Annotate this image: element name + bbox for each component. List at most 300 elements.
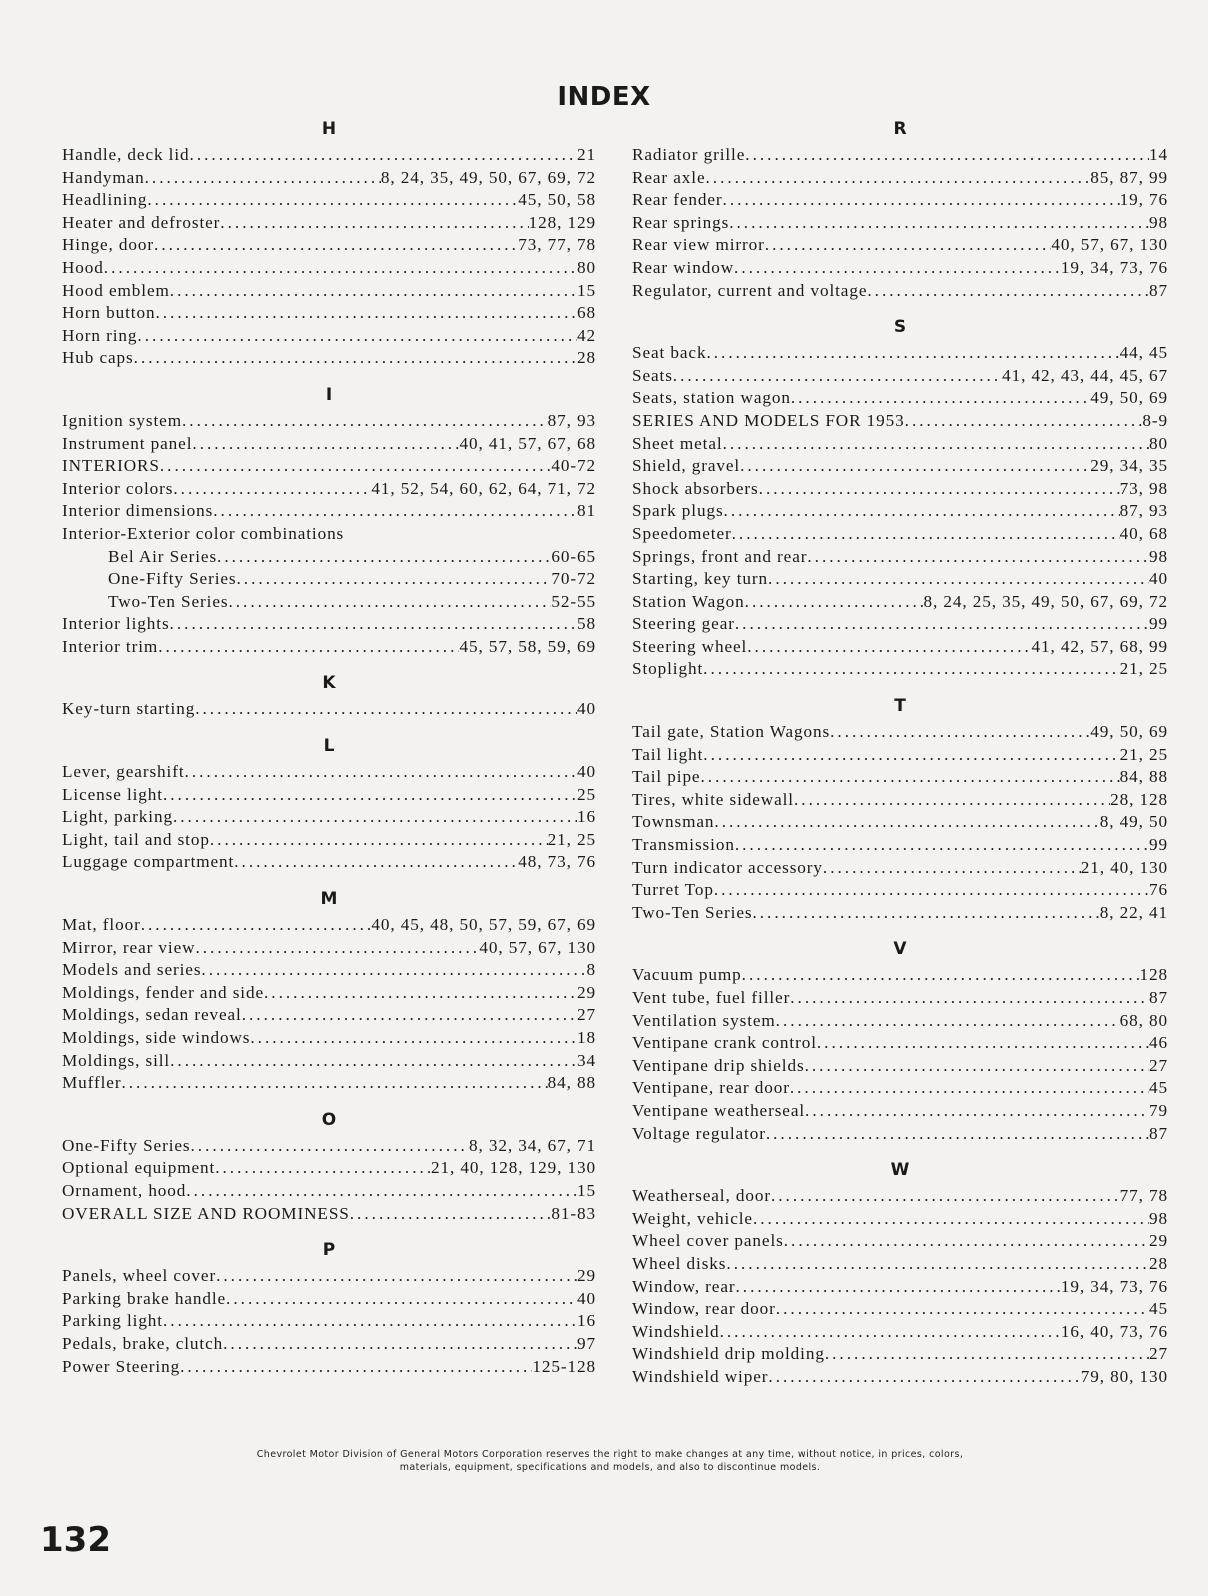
entry-label: Handyman	[62, 167, 145, 187]
entry-label: Mat, floor	[62, 915, 141, 935]
entry-label: Seat back	[632, 343, 707, 363]
entry-pages: 19, 34, 73, 76	[1060, 1276, 1168, 1296]
dot-leader	[752, 902, 1099, 925]
entry-pages: 29	[1149, 1231, 1168, 1251]
entry-label: Voltage regulator	[632, 1123, 766, 1143]
entry-label: Tail gate, Station Wagons	[632, 722, 831, 742]
index-entry	[632, 766, 1168, 789]
entry-label: Hood emblem	[62, 280, 170, 300]
entry-label: Light, parking	[62, 807, 173, 827]
page-number: 132	[40, 1520, 111, 1560]
entry-pages: 87	[1149, 988, 1168, 1007]
dot-leader	[160, 455, 552, 478]
entry-pages: 8, 24, 35, 49, 50, 67, 69, 72	[380, 167, 596, 187]
entry-label: Ventipane drip shields	[632, 1055, 805, 1075]
index-entry	[632, 1321, 1168, 1344]
entry-label: Vent tube, fuel filler	[632, 988, 791, 1007]
entry-pages: 16	[577, 1311, 596, 1331]
entry-label: Key-turn starting	[62, 699, 196, 719]
dot-leader	[163, 784, 577, 807]
index-entry	[632, 1253, 1168, 1276]
dot-leader	[155, 302, 577, 325]
index-entry	[62, 959, 596, 982]
entry-pages: 68	[577, 303, 596, 323]
entry-label: Muffler	[62, 1073, 122, 1093]
dot-leader	[700, 766, 1119, 789]
dot-leader	[735, 1276, 1060, 1299]
entry-pages: 85, 87, 99	[1090, 167, 1168, 187]
entry-pages: 40	[577, 1288, 596, 1308]
dot-leader	[350, 1203, 552, 1226]
entry-label: Springs, front and rear	[632, 546, 808, 566]
entry-label: Ornament, hood	[62, 1180, 187, 1200]
section-letter: S	[893, 317, 907, 338]
index-entry	[62, 500, 596, 523]
entry-label: SERIES AND MODELS FOR 1953	[632, 410, 905, 430]
index-section-t	[632, 695, 1168, 924]
entry-label: Steering gear	[632, 614, 735, 634]
entry-pages: 79	[1149, 1100, 1168, 1120]
dot-leader	[234, 851, 518, 874]
dot-leader	[158, 636, 459, 659]
dot-leader	[729, 212, 1149, 235]
entry-pages: 8-9	[1142, 410, 1168, 430]
index-entry	[62, 546, 596, 569]
entry-label: Power Steering	[62, 1356, 181, 1376]
entry-pages: 40	[577, 762, 596, 782]
index-entry	[632, 500, 1168, 523]
index-entry	[632, 1032, 1168, 1055]
dot-leader	[195, 698, 577, 721]
dot-leader	[759, 478, 1120, 501]
dot-leader	[776, 1010, 1120, 1033]
entry-label: Turret Top	[632, 880, 714, 900]
entry-pages: 28	[1149, 1253, 1168, 1273]
entry-label: Parking light	[62, 1311, 163, 1331]
index-entry	[62, 591, 596, 614]
index-entry	[632, 1208, 1168, 1231]
dot-leader	[742, 964, 1140, 987]
dot-leader	[210, 829, 548, 852]
index-entry	[62, 478, 596, 501]
dot-leader	[703, 658, 1119, 681]
index-entry	[632, 1055, 1168, 1078]
entry-label: Interior-Exterior color combinations	[62, 523, 345, 543]
entry-label: Lever, gearshift	[62, 762, 185, 782]
index-entry	[632, 1185, 1168, 1208]
entry-pages: 27	[1149, 1055, 1168, 1075]
index-entry	[632, 658, 1168, 681]
dot-leader	[747, 636, 1031, 659]
index-entry	[632, 1077, 1168, 1100]
dot-leader	[191, 1135, 469, 1158]
section-letter: K	[322, 673, 336, 694]
entry-pages: 52-55	[551, 591, 596, 611]
dot-leader	[170, 280, 577, 303]
entry-pages: 70-72	[551, 569, 596, 589]
entry-label: Vacuum pump	[632, 965, 742, 985]
index-entry	[632, 1343, 1168, 1366]
entry-label: Transmission	[632, 835, 735, 855]
entry-label: Rear view mirror	[632, 235, 765, 255]
entry-label: Moldings, side windows	[62, 1028, 251, 1047]
dot-leader	[145, 167, 381, 190]
dot-leader	[703, 744, 1119, 767]
dot-leader	[190, 144, 577, 167]
entry-label: Tail light	[632, 744, 704, 764]
entry-pages: 87	[1149, 1123, 1168, 1143]
index-entry	[62, 1203, 596, 1226]
entry-label: Optional equipment	[62, 1158, 216, 1178]
dot-leader	[745, 144, 1149, 167]
dot-leader	[724, 500, 1120, 523]
entry-pages: 98	[1149, 546, 1168, 566]
entry-label: Windshield	[632, 1321, 720, 1341]
index-entry	[62, 212, 596, 235]
entry-label: Spark plugs	[632, 501, 724, 521]
index-entry	[62, 806, 596, 829]
entry-pages: 19, 76	[1119, 190, 1168, 210]
entry-pages: 40, 57, 67, 130	[1051, 235, 1168, 255]
entry-label: Interior trim	[62, 636, 159, 656]
dot-leader	[825, 1343, 1149, 1366]
entry-label: Instrument panel	[62, 433, 193, 453]
index-entry	[632, 879, 1168, 902]
index-entry	[62, 636, 596, 659]
index-entry	[62, 325, 596, 348]
dot-leader	[217, 546, 551, 569]
dot-leader	[714, 811, 1099, 834]
index-entry	[62, 347, 596, 370]
dot-leader	[173, 806, 577, 829]
index-column-left	[62, 118, 596, 1392]
dot-leader	[734, 257, 1061, 280]
entry-label: Weatherseal, door	[632, 1186, 771, 1206]
dot-leader	[228, 591, 551, 614]
entry-pages: 76	[1149, 880, 1168, 900]
entry-label: One-Fifty Series	[62, 1135, 191, 1155]
entry-label: Tires, white sidewall	[632, 789, 794, 809]
entry-label: Seats, station wagon	[632, 388, 791, 408]
entry-label: Horn ring	[62, 325, 138, 345]
dot-leader	[753, 1208, 1149, 1231]
index-entry	[632, 987, 1168, 1010]
index-entry	[62, 1333, 596, 1356]
index-entry	[632, 365, 1168, 388]
index-entry	[62, 829, 596, 852]
index-entry	[632, 721, 1168, 744]
index-entry	[632, 455, 1168, 478]
index-entry	[632, 744, 1168, 767]
dot-leader	[705, 167, 1090, 190]
index-entry	[62, 455, 596, 478]
index-entry	[62, 1050, 596, 1073]
dot-leader	[768, 1366, 1080, 1389]
entry-label: Station Wagon	[632, 591, 745, 611]
entry-pages: 97	[577, 1333, 596, 1353]
entry-label: Tail pipe	[632, 767, 701, 787]
index-entry	[632, 478, 1168, 501]
entry-pages: 29	[577, 982, 596, 1002]
entry-label: OVERALL SIZE AND ROOMINESS	[62, 1203, 350, 1223]
entry-label: Ignition system	[62, 410, 182, 430]
entry-pages: 21, 40, 130	[1080, 857, 1168, 877]
index-entry	[632, 1100, 1168, 1123]
index-entry	[62, 1135, 596, 1158]
entry-label: Steering wheel	[632, 636, 748, 656]
entry-label: Interior dimensions	[62, 501, 214, 521]
entry-pages: 87, 93	[547, 410, 596, 430]
entry-label: Luggage compartment	[62, 852, 235, 872]
entry-pages: 128	[1139, 965, 1168, 985]
index-entry	[62, 189, 596, 212]
index-entry	[62, 784, 596, 807]
entry-pages: 29, 34, 35	[1090, 456, 1168, 476]
entry-label: Regulator, current and voltage	[632, 280, 868, 300]
index-entry	[632, 1298, 1168, 1321]
dot-leader	[154, 234, 518, 257]
entry-pages: 8, 24, 25, 35, 49, 50, 67, 69, 72	[923, 591, 1168, 611]
section-letter: R	[893, 119, 907, 139]
dot-leader	[147, 189, 518, 212]
dot-leader	[192, 433, 459, 456]
entry-pages: 41, 52, 54, 60, 62, 64, 71, 72	[371, 478, 596, 498]
entry-pages: 73, 77, 78	[518, 235, 596, 255]
index-section-v	[632, 938, 1168, 1145]
index-entry	[632, 410, 1168, 433]
index-entry	[632, 613, 1168, 636]
index-entry	[62, 1310, 596, 1333]
dot-leader	[104, 257, 577, 280]
dot-leader	[723, 189, 1120, 212]
index-entry	[632, 212, 1168, 235]
dot-leader	[807, 546, 1149, 569]
index-entry	[62, 1027, 596, 1050]
dot-leader	[723, 433, 1149, 456]
dot-leader	[220, 212, 528, 235]
index-entry	[632, 857, 1168, 880]
entry-pages: 87, 93	[1119, 501, 1168, 521]
entry-pages: 19, 34, 73, 76	[1060, 257, 1168, 277]
section-letter: I	[325, 384, 333, 405]
entry-label: Rear springs	[632, 212, 730, 232]
entry-pages: 8, 49, 50	[1099, 812, 1168, 832]
dot-leader	[790, 1077, 1149, 1100]
index-entry	[62, 280, 596, 303]
dot-leader	[805, 1055, 1149, 1078]
index-section-i	[62, 384, 596, 659]
entry-label: INTERIORS	[62, 456, 160, 476]
dot-leader	[195, 937, 479, 960]
entry-label: Moldings, sill	[62, 1050, 171, 1070]
index-entry	[632, 1123, 1168, 1146]
dot-leader	[170, 613, 577, 636]
entry-pages: 16, 40, 73, 76	[1060, 1321, 1168, 1341]
entry-label: Interior lights	[62, 614, 170, 634]
dot-leader	[726, 1253, 1149, 1276]
entry-label: Windshield drip molding	[632, 1344, 825, 1364]
entry-pages: 18	[577, 1028, 596, 1047]
dot-leader	[766, 1123, 1149, 1146]
dot-leader	[141, 914, 372, 937]
entry-pages: 45	[1149, 1078, 1168, 1098]
entry-pages: 98	[1149, 1208, 1168, 1228]
section-letter: V	[893, 939, 907, 960]
entry-label: Wheel cover panels	[632, 1231, 784, 1251]
entry-pages: 81-83	[551, 1203, 596, 1223]
entry-label: Hub caps	[62, 348, 134, 368]
entry-pages: 60-65	[551, 546, 596, 566]
entry-pages: 29	[577, 1266, 596, 1286]
entry-label: Hinge, door	[62, 235, 155, 255]
index-section-l	[62, 735, 596, 874]
entry-pages: 14	[1149, 145, 1168, 164]
entry-pages: 40, 45, 48, 50, 57, 59, 67, 69	[371, 915, 596, 935]
entry-pages: 45, 57, 58, 59, 69	[459, 636, 596, 656]
entry-label: Heater and defroster	[62, 212, 221, 232]
dot-leader	[223, 1333, 577, 1356]
entry-label: Interior colors	[62, 478, 174, 498]
entry-label: Windshield wiper	[632, 1366, 769, 1386]
section-letter: W	[890, 1160, 910, 1181]
dot-leader	[720, 1321, 1061, 1344]
entry-pages: 128, 129	[528, 212, 596, 232]
entry-label: Rear axle	[632, 167, 706, 187]
entry-pages: 40, 68	[1119, 523, 1168, 543]
entry-pages: 98	[1149, 212, 1168, 232]
dot-leader	[121, 1072, 547, 1095]
index-section-r	[632, 118, 1168, 302]
index-entry	[632, 523, 1168, 546]
entry-label: Starting, key turn	[632, 569, 769, 589]
dot-leader	[905, 410, 1143, 433]
dot-leader	[134, 347, 577, 370]
section-letter: L	[323, 736, 335, 757]
index-entry	[62, 234, 596, 257]
entry-pages: 28, 128	[1110, 789, 1168, 809]
entry-pages: 87	[1149, 280, 1168, 300]
dot-leader	[740, 455, 1090, 478]
entry-label: Horn button	[62, 303, 156, 323]
index-entry	[632, 189, 1168, 212]
entry-label: Shield, gravel	[632, 456, 741, 476]
entry-label: Parking brake handle	[62, 1288, 227, 1308]
dot-leader	[768, 568, 1149, 591]
index-entry	[632, 811, 1168, 834]
index-entry	[632, 789, 1168, 812]
entry-label: Mirror, rear view	[62, 937, 196, 957]
entry-pages: 8, 22, 41	[1099, 902, 1168, 922]
entry-pages: 125-128	[532, 1356, 596, 1376]
entry-pages: 40-72	[551, 456, 596, 476]
entry-pages: 21, 25	[1119, 659, 1168, 679]
index-entry	[632, 902, 1168, 925]
index-entry	[62, 937, 596, 960]
dot-leader	[805, 1100, 1149, 1123]
entry-pages: 46	[1149, 1033, 1168, 1053]
entry-pages: 40	[1149, 569, 1168, 589]
index-entry	[62, 257, 596, 280]
index-entry	[632, 568, 1168, 591]
entry-pages: 48, 73, 76	[518, 852, 596, 872]
index-entry	[62, 761, 596, 784]
entry-pages: 80	[577, 257, 596, 277]
entry-pages: 21, 25	[547, 829, 596, 849]
dot-leader	[791, 387, 1090, 410]
dot-leader	[170, 1050, 577, 1073]
entry-label: Handle, deck lid	[62, 145, 190, 164]
entry-pages: 15	[577, 1180, 596, 1200]
dot-leader	[226, 1288, 577, 1311]
entry-pages: 21, 40, 128, 129, 130	[431, 1158, 596, 1178]
index-section-k	[62, 672, 596, 721]
entry-label: Ventilation system	[632, 1010, 776, 1030]
entry-pages: 58	[577, 614, 596, 634]
section-letter: M	[320, 889, 338, 910]
entry-label: Light, tail and stop	[62, 829, 210, 849]
dot-leader	[250, 1027, 577, 1050]
index-entry	[632, 387, 1168, 410]
entry-label: Headlining	[62, 190, 148, 210]
index-entry	[632, 257, 1168, 280]
entry-label: Two-Ten Series	[108, 591, 229, 611]
section-letter: P	[322, 1240, 336, 1261]
entry-label: Sheet metal	[632, 433, 723, 453]
dot-leader	[823, 857, 1081, 880]
entry-label: Townsman	[632, 812, 715, 832]
dot-leader	[673, 365, 1002, 388]
index-entry	[62, 851, 596, 874]
index-entry	[62, 523, 596, 546]
index-entry	[62, 1288, 596, 1311]
dot-leader	[706, 342, 1119, 365]
dot-leader	[182, 410, 548, 433]
entry-pages: 28	[577, 348, 596, 368]
entry-label: Window, rear door	[632, 1299, 776, 1319]
entry-pages: 21, 25	[1119, 744, 1168, 764]
dot-leader	[242, 1004, 577, 1027]
entry-label: Speedometer	[632, 523, 732, 543]
index-entry	[632, 144, 1168, 167]
section-letter: T	[894, 696, 906, 717]
dot-leader	[213, 500, 577, 523]
entry-label: Ventipane, rear door	[632, 1078, 790, 1098]
entry-pages: 34	[577, 1050, 596, 1070]
entry-pages: 45, 50, 58	[518, 190, 596, 210]
dot-leader	[765, 234, 1052, 257]
dot-leader	[745, 591, 924, 614]
entry-pages: 68, 80	[1119, 1010, 1168, 1030]
entry-label: Bel Air Series	[108, 546, 218, 566]
dot-leader	[215, 1157, 431, 1180]
entry-pages: 40	[577, 699, 596, 719]
index-entry	[632, 234, 1168, 257]
dot-leader	[794, 789, 1110, 812]
index-entry	[62, 433, 596, 456]
entry-label: One-Fifty Series	[108, 569, 237, 589]
entry-label: Stoplight	[632, 659, 704, 679]
entry-pages: 8	[586, 960, 596, 980]
entry-label: Hood	[62, 257, 104, 277]
entry-label: Weight, vehicle	[632, 1208, 753, 1228]
dot-leader	[180, 1356, 532, 1379]
index-entry	[62, 302, 596, 325]
entry-pages: 45	[1149, 1299, 1168, 1319]
index-entry	[62, 1072, 596, 1095]
index-entry	[62, 410, 596, 433]
entry-pages: 25	[577, 784, 596, 804]
dot-leader	[237, 568, 552, 591]
